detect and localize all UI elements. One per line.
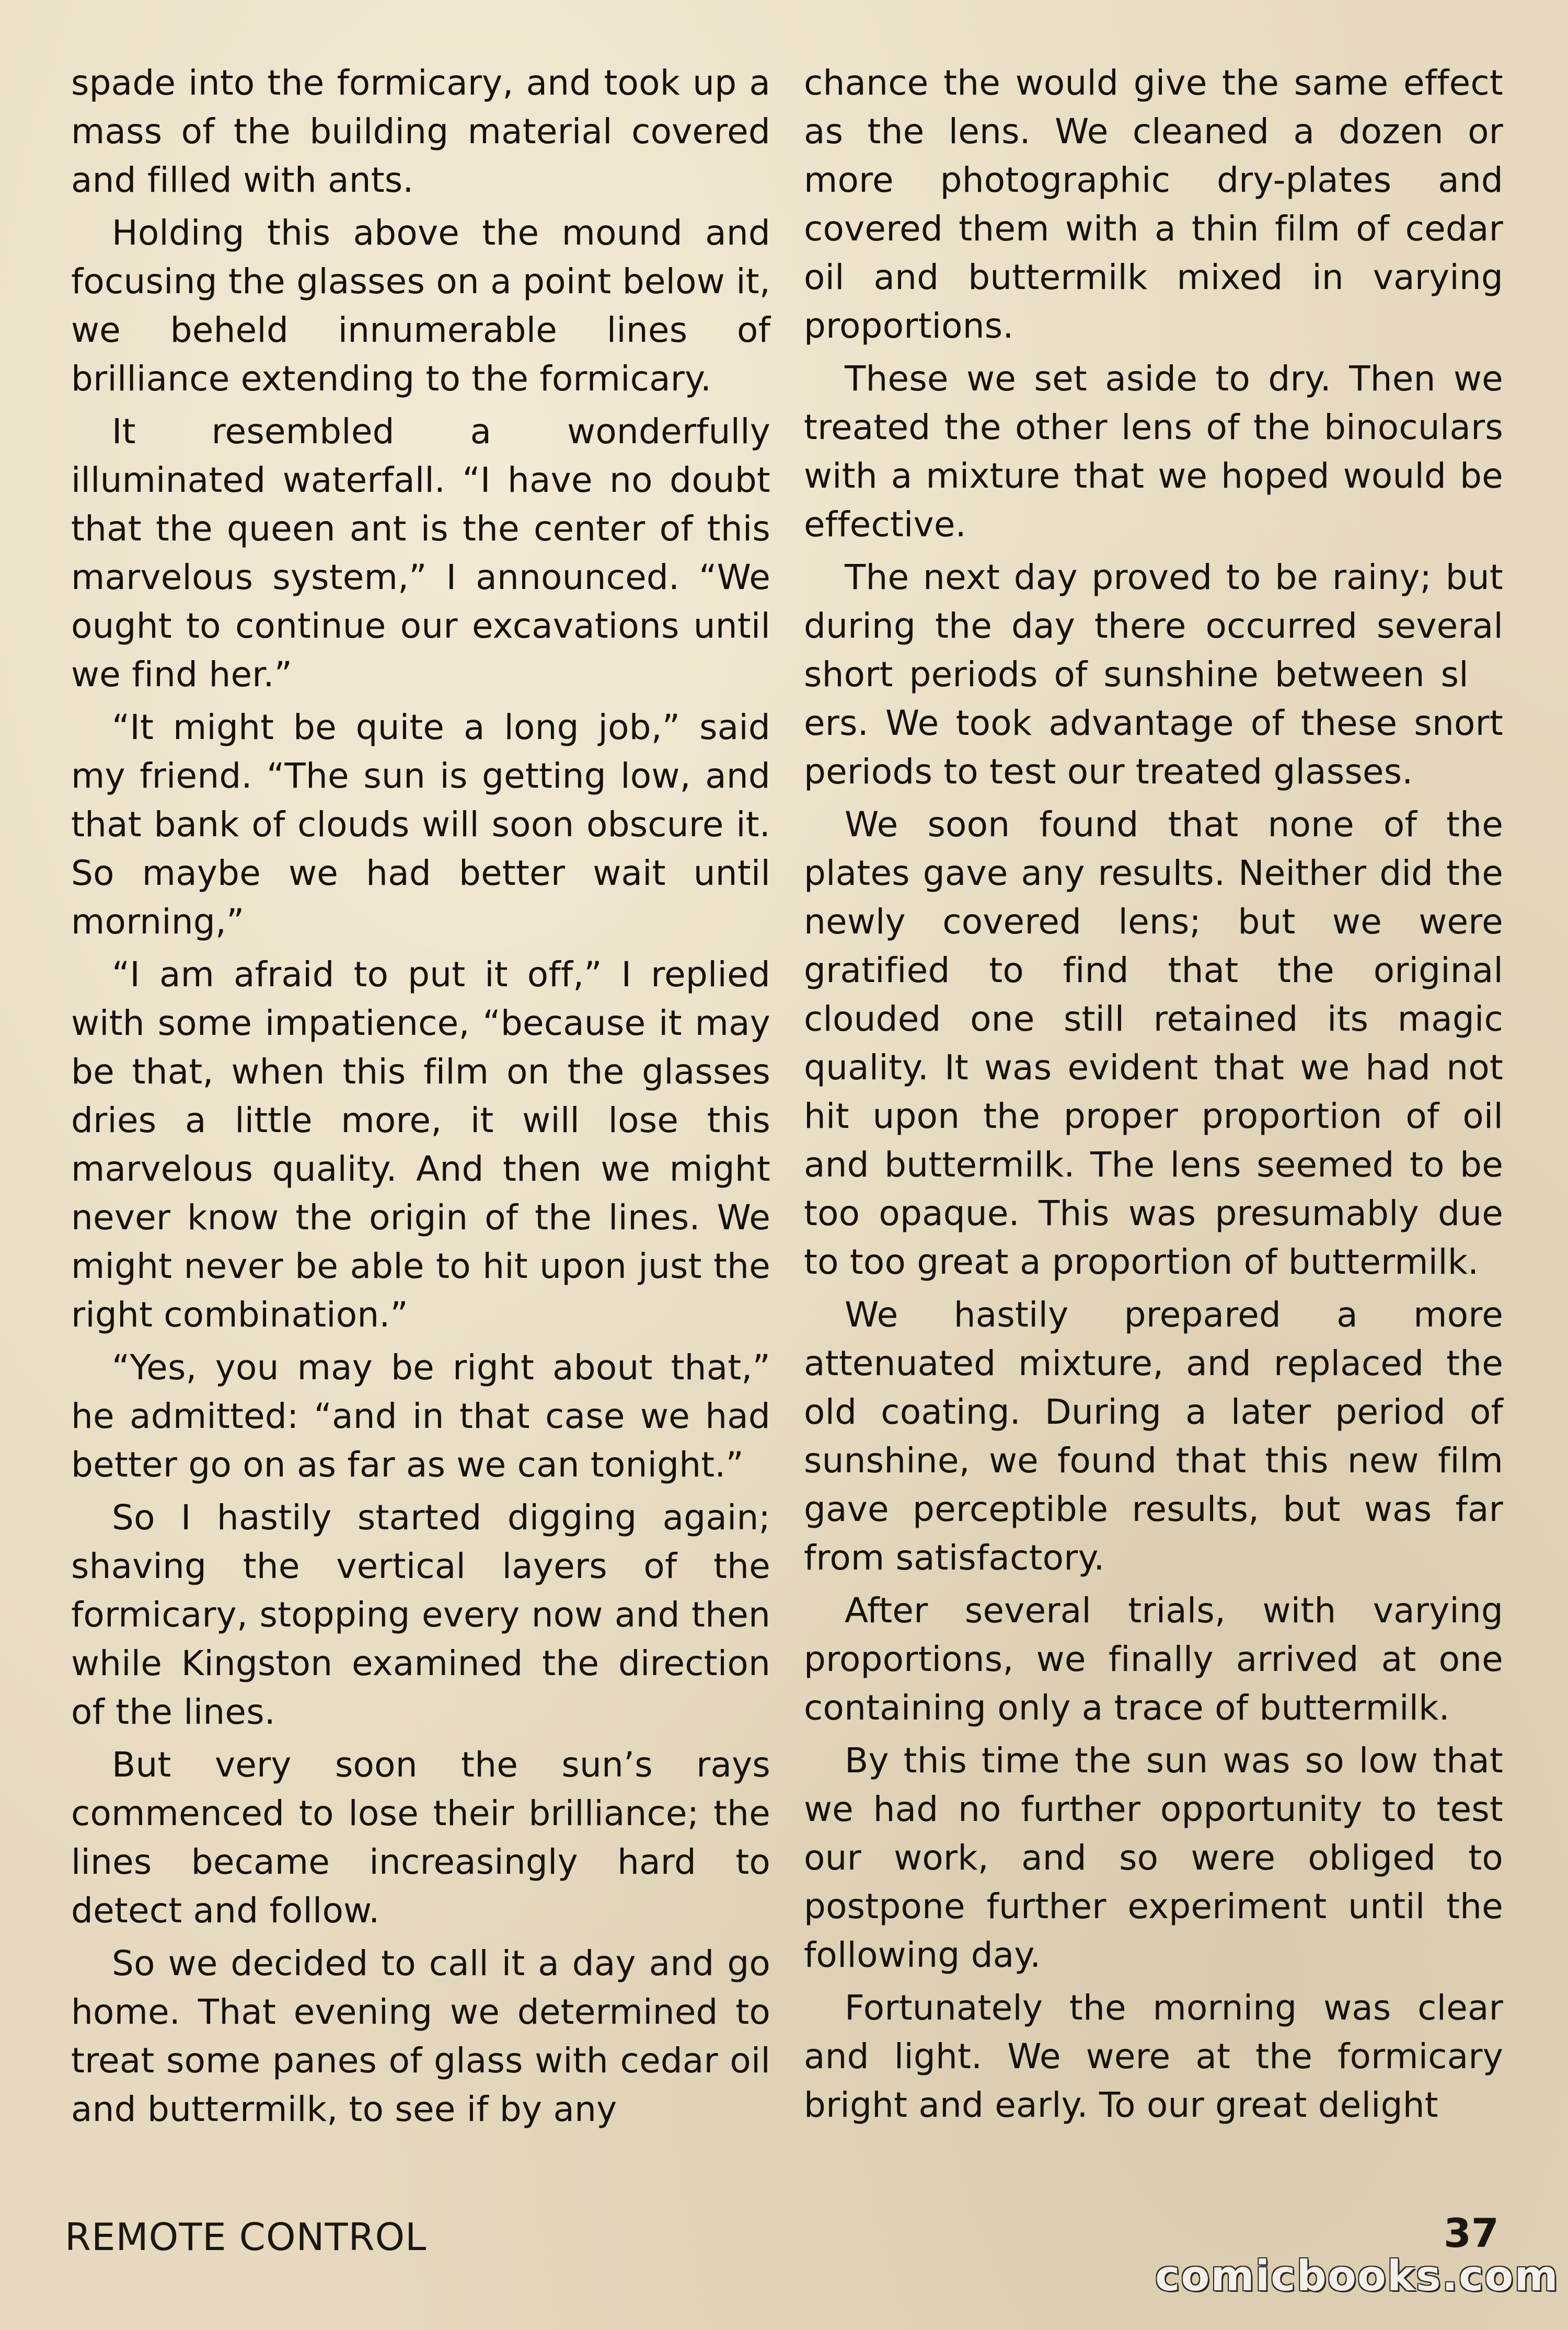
paragraph: After several trials, with varying proportions, we finally arrived at one containing only a trace of buttermilk. — [804, 1590, 1503, 1728]
paragraph: “I am afraid to put it off,” I replied with some impatience, “because it may be that, when this film on the glasses dries a little more, it will lose this marvelous quality. And then we might never know the origin of the lines. We might never be able to hit upon just the right combination.” — [71, 954, 770, 1335]
paragraph: So I hastily started digging again; shaving the vertical layers of the formicary, stopping every now and then while Kingston examined the direction of the lines. — [71, 1497, 770, 1732]
paragraph: “Yes, you may be right about that,” he admitted: “and in that case we had better go on as far as we can tonight.” — [71, 1347, 770, 1485]
paragraph: These we set aside to dry. Then we treated the other lens of the binoculars with a mixture that we hoped would be effective. — [804, 359, 1503, 545]
paragraph: The next day proved to be rainy; but during the day there occurred several short periods of sunshine between sl ers. We took advantage of these snort periods to test our treated glasses. — [804, 557, 1503, 792]
left-column — [71, 59, 770, 2138]
paragraph: spade into the formicary, and took up a mass of the building material covered and filled with ants. — [71, 63, 770, 200]
paragraph: But very soon the sun’s rays commenced to lose their brilliance; the lines became increasingly hard to detect and follow. — [71, 1745, 770, 1931]
watermark: comicbooks.com — [1155, 2252, 1559, 2300]
paragraph: Holding this above the mound and focusing the glasses on a point below it, we beheld innumerable lines of brilliance extending to the formicary. — [71, 213, 770, 399]
paragraph: Fortunately the morning was clear and light. We were at the formicary bright and early. To our great delight — [804, 1988, 1503, 2125]
paragraph: “It might be quite a long job,” said my friend. “The sun is getting low, and that bank of clouds will soon obscure it. So maybe we had better wait until morning,” — [71, 707, 770, 942]
paragraph: We hastily prepared a more attenuated mixture, and replaced the old coating. During a later period of sunshine, we found that this new film gave perceptible results, but was far from satisfactory. — [804, 1295, 1503, 1578]
paragraph: It resembled a wonderfully illuminated waterfall. “I have no doubt that the queen ant is the center of this marvelous system,” I announced. “We ought to continue our excavations until we find her.” — [71, 411, 770, 695]
paragraph: We soon found that none of the plates gave any results. Neither did the newly covered lens; but we were gratified to find that the original clouded one still retained its magic quality. It was evident that we had not hit upon the proper proportion of oil and buttermilk. The lens seemed to be too opaque. This was presumably due to too great a proportion of buttermilk. — [804, 804, 1503, 1282]
paragraph: By this time the sun was so low that we had no further opportunity to test our work, and so were obliged to postpone further experiment until the following day. — [804, 1740, 1503, 1975]
paragraph: So we decided to call it a day and go home. That evening we determined to treat some panes of glass with cedar oil and buttermilk, to see if by any — [71, 1943, 770, 2129]
paragraph: chance the would give the same effect as the lens. We cleaned a dozen or more photographic dry-plates and covered them with a thin film of cedar oil and buttermilk mixed in varying proportions. — [804, 63, 1503, 346]
page-number: 37 — [1444, 2210, 1499, 2256]
right-column — [804, 59, 1503, 2133]
running-footer-title: REMOTE CONTROL — [65, 2215, 427, 2259]
